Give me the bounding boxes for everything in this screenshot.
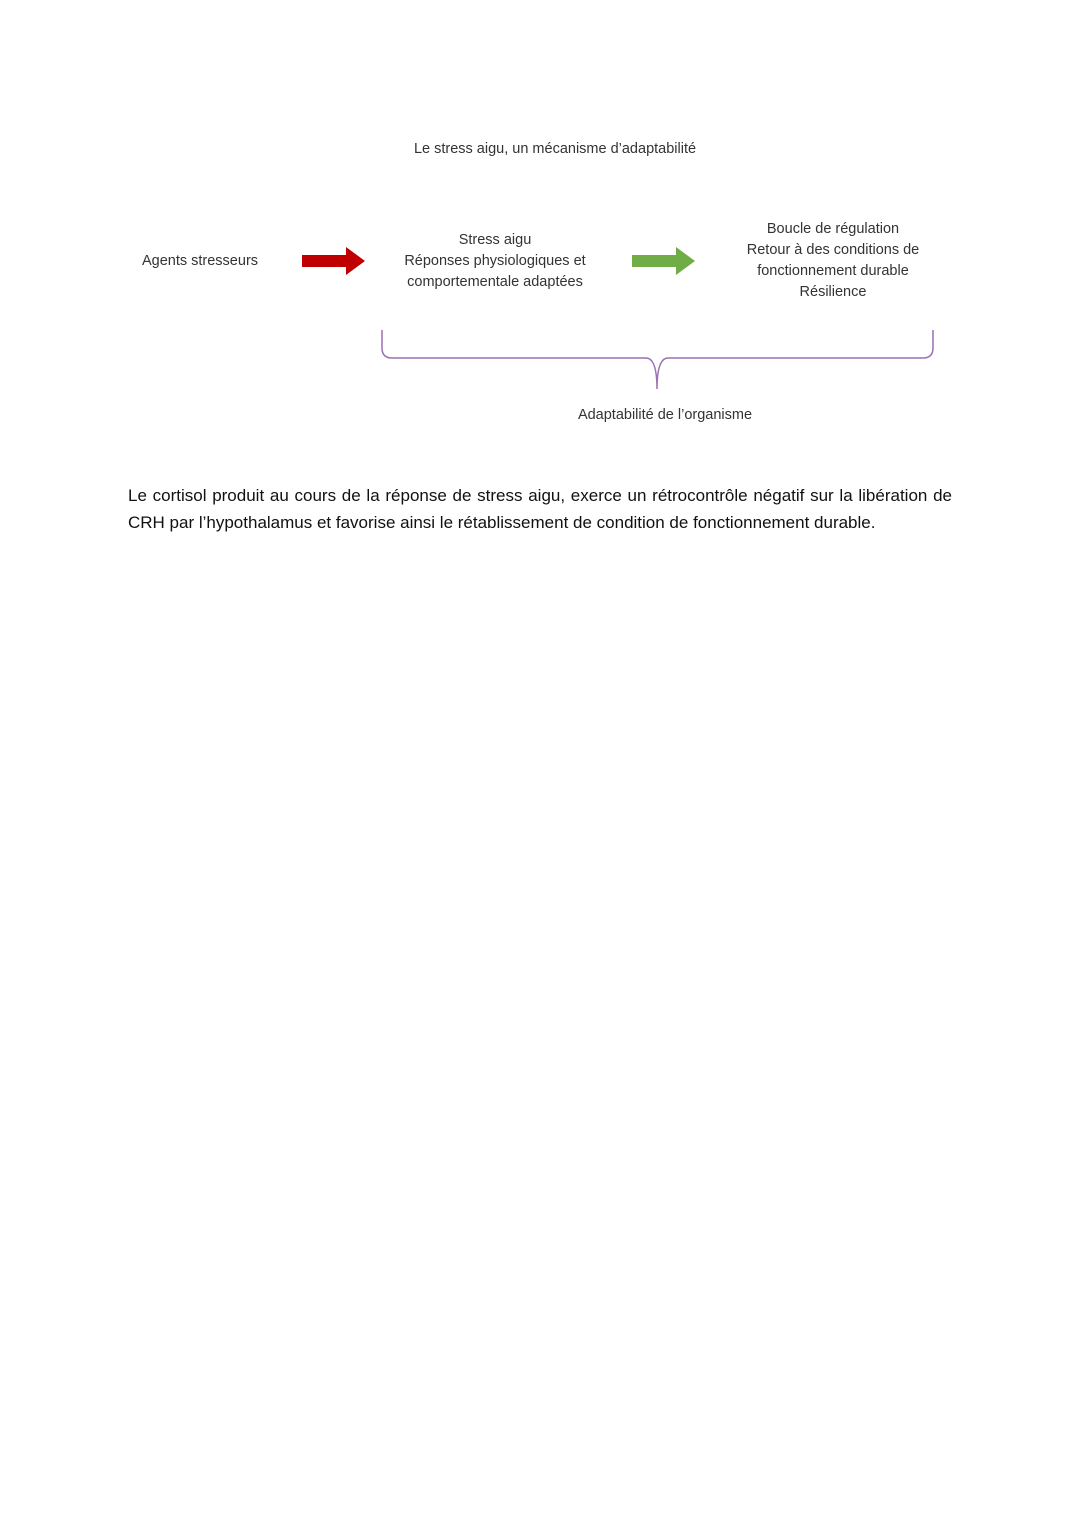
body-paragraph: Le cortisol produit au cours de la réponse de stress aigu, exerce un rétrocontrôle négatif sur la libération de CRH par l’hypothalamus et favorise ainsi le rétablissement de condition de fonctionnement durable. <box>128 486 952 532</box>
node-acute-stress <box>370 230 620 293</box>
node-acute-stress-line: Stress aigu <box>458 232 532 248</box>
node-stressors-line: Agents stresseurs <box>141 253 259 269</box>
curly-brace-icon <box>378 326 938 392</box>
diagram-title: Le stress aigu, un mécanisme d’adaptabilité <box>413 141 697 157</box>
node-regulation <box>708 219 958 303</box>
node-regulation-line: fonctionnement durable <box>757 263 909 279</box>
node-regulation-line: Résilience <box>799 284 867 300</box>
red-arrow-icon <box>301 246 367 276</box>
node-stressors <box>110 251 290 272</box>
node-acute-stress-line: Réponses physiologiques et <box>404 253 586 269</box>
green-arrow-icon <box>631 246 697 276</box>
brace-label: Adaptabilité de l’organisme <box>577 407 753 423</box>
node-regulation-line: Retour à des conditions de <box>746 242 920 258</box>
node-regulation-line: Boucle de régulation <box>766 221 900 237</box>
node-acute-stress-line: comportementale adaptées <box>407 274 583 290</box>
